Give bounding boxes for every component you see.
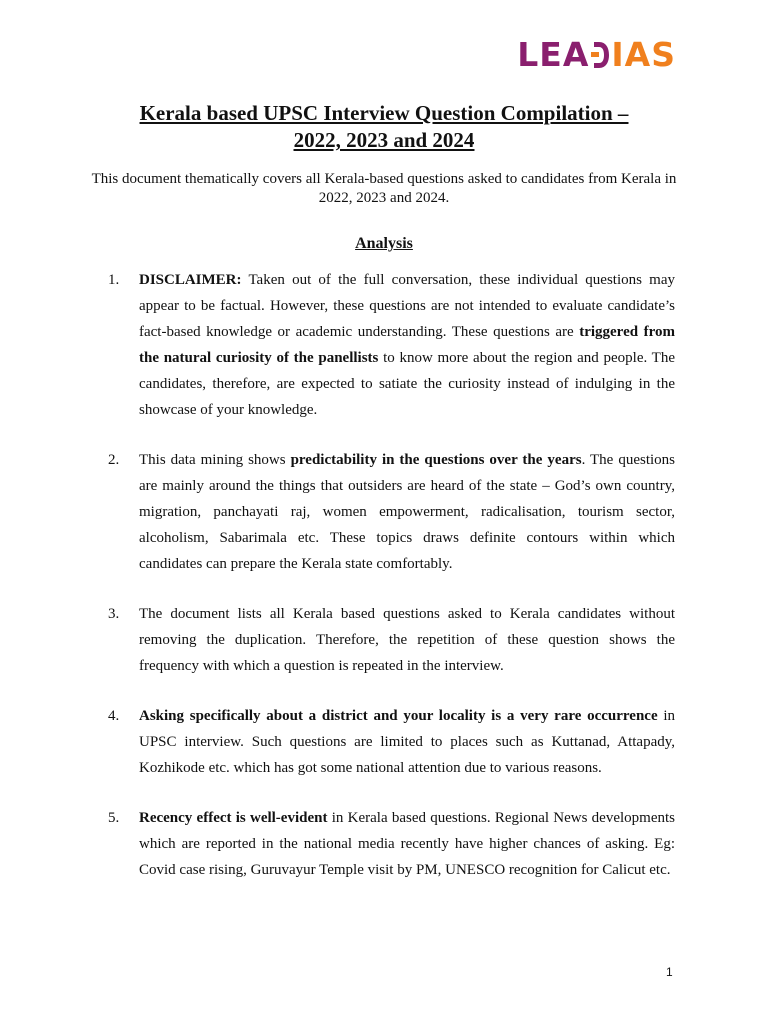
analysis-heading: Analysis [355,235,413,252]
page-number: 1 [666,965,673,979]
intro-paragraph: This document thematically covers all Kerala-based questions asked to candidates from Kerala in 2022, 2023 and 2024. [91,171,677,206]
title-line-2: 2022, 2023 and 2024 [293,128,475,152]
analysis-list [108,267,675,907]
logo-text-lead: LEA [517,35,590,74]
brand-logo [517,35,676,74]
document-title [0,100,768,154]
logo-text-ias: IAS [611,35,676,74]
list-item-5: 5. Recency effect is well-evident in Kerala based questions. Regional News developments which are reported in the national media recently have higher chances of asking. Eg: Covid case rising, Guruvayur Temple visit by PM, UNESCO recognition for Calicut etc. [108,810,675,878]
title-line-1: Kerala based UPSC Interview Question Compilation – [139,101,629,125]
list-item-2: 2. This data mining shows predictability in the questions over the years. The questions are mainly around the things that outsiders are heard of the state – God’s own country, migration, panchayati raj, women empowerment, radicalisation, tourism sector, alcoholism, Sabarimala etc. These topics draws definite contours within which candidates can prepare the Kerala state comfortably. [108,452,675,572]
list-item-4: 4. Asking specifically about a district and your locality is a very rare occurrence in UPSC interview. Such questions are limited to places such as Kuttanad, Attapady, Kozhikode etc. which has got some national attention due to various reasons. [108,708,675,776]
list-item-1: 1. DISCLAIMER: Taken out of the full conversation, these individual questions may appear to be factual. However, these questions are not intended to evaluate candidate’s fact-based knowledge or academic understanding. These questions are triggered from the natural curiosity of the panellists to know more about the region and people. The candidates, therefore, are expected to satiate the curiosity instead of indulging in the showcase of your knowledge. [108,272,675,418]
list-item-3: 3. The document lists all Kerala based questions asked to Kerala candidates without removing the duplication. Therefore, the repetition of these question shows the frequency with which a question is repeated in the interview. [108,606,675,674]
logo-d-mark-icon [591,42,609,68]
